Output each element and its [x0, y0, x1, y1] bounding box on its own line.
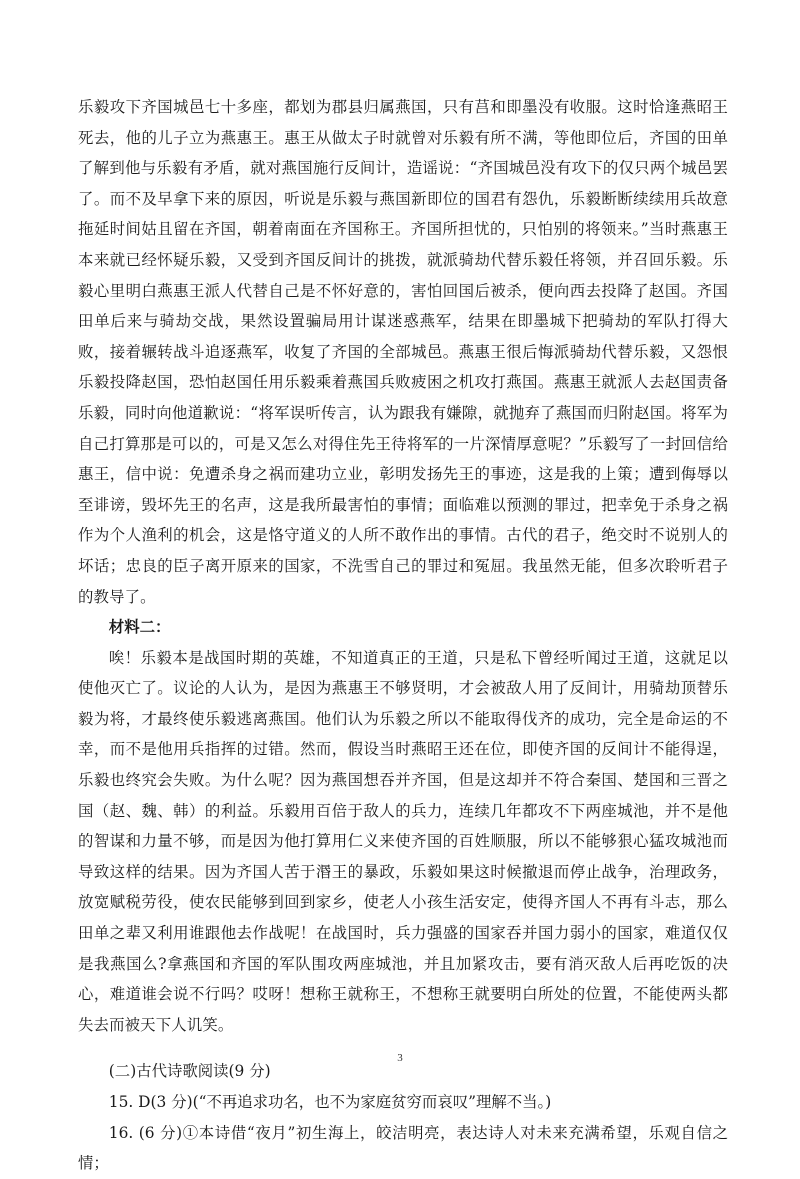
material-two-heading: 材料二： [108, 618, 171, 637]
page-number: 3 [397, 1052, 403, 1064]
material-two-text: 唉！乐毅本是战国时期的英雄，不知道真正的王道，只是私下曾经听闻过王道，这就足以使他灭亡了。议论的人认为，是因为燕惠王不够贤明，才会被敌人用了反间计，用骑劫顶替乐毅为将，才最终使乐毅逃离燕国。他们认为乐毅之所以不能取得伐齐的成功，完全是命运的不幸，而不是他用兵指挥的过错。然而，假设当时燕昭王还在位，即使齐国的反间计不能得逞，乐毅也终究会失败。为什么呢？因为燕国想吞并齐国，但是这却并不符合秦国、楚国和三晋之国（赵、魏、韩）的利益。乐毅用百倍于敌人的兵力，连续几年都攻不下两座城池，并不是他的智谋和力量不够，而是因为他打算用仁义来使齐国的百姓顺服，所以不能够狠心猛攻城池而导致这样的结果。因为齐国人苦于湣王的暴政，乐毅如果这时候撤退而停止战争，治理政务，放宽赋税劳役，使农民能够到回到家乡，使老人小孩生活安定，使得齐国人不再有斗志，那么田单之辈又利用谁跟他去作战呢！在战国时，兵力强盛的国家吞并国力弱小的国家，难道仅仅是我燕国么?拿燕国和齐国的军队围攻两座城池，并且加紧攻击，要有消灭敌人后再吃饭的决心，难道谁会说不行吗？哎呀！想称王就称王，不想称王就要明白所处的位置，不能使两头都失去而被天下人讥笑。 [78, 648, 728, 1034]
material-one-text: 乐毅攻下齐国城邑七十多座，都划为郡县归属燕国，只有莒和即墨没有收服。这时恰逢燕昭王死去，他的儿子立为燕惠王。惠王从做太子时就曾对乐毅有所不满，等他即位后，齐国的田单了解到他与乐毅有矛盾，就对燕国施行反间计，造谣说：“齐国城邑没有攻下的仅只两个城邑罢了。而不及早拿下来的原因，听说是乐毅与燕国新即位的国君有怨仇，乐毅断断续续用兵故意拖延时间姑且留在齐国，朝着南面在齐国称王。齐国所担忧的，只怕别的将领来。”当时燕惠王本来就已经怀疑乐毅，又受到齐国反间计的挑拨，就派骑劫代替乐毅任将领，并召回乐毅。乐毅心里明白燕惠王派人代替自己是不怀好意的，害怕回国后被杀，便向西去投降了赵国。齐国田单后来与骑劫交战，果然设置骗局用计谋迷惑燕军，结果在即墨城下把骑劫的军队打得大败，接着辗转战斗追逐燕军，收复了齐国的全部城邑。燕惠王很后悔派骑劫代替乐毅，又怨恨乐毅投降赵国，恐怕赵国任用乐毅乘着燕国兵败疲困之机攻打燕国。燕惠王就派人去赵国责备乐毅，同时向他道歉说：“将军误听传言，认为跟我有嫌隙，就抛弃了燕国而归附赵国。将军为自己打算那是可以的，可是又怎么对得住先王待将军的一片深情厚意呢？”乐毅写了一封回信给惠王，信中说：免遭杀身之祸而建功立业，彰明发扬先王的事迹，这是我的上策；遭到侮辱以至诽谤，毁坏先王的名声，这是我所最害怕的事情；面临难以预测的罪过，把幸免于杀身之祸作为个人渔利的机会，这是恪守道义的人所不敢作出的事情。古代的君子，绝交时不说别人的坏话；忠良的臣子离开原来的国家，不洗雪自己的罪过和冤屈。我虽然无能，但多次聆听君子的教导了。 [78, 98, 728, 606]
poetry-section-title: (二)古代诗歌阅读(9 分) [108, 1062, 271, 1081]
document-page [78, 92, 728, 1179]
answer-16: 16. (6 分)①本诗借“夜月”初生海上，皎洁明亮，表达诗人对未来充满希望，乐观自信之情； [78, 1123, 728, 1173]
answer-15: 15. D(3 分)(“不再追求功名，也不为家庭贫穷而哀叹”理解不当。) [108, 1093, 552, 1111]
